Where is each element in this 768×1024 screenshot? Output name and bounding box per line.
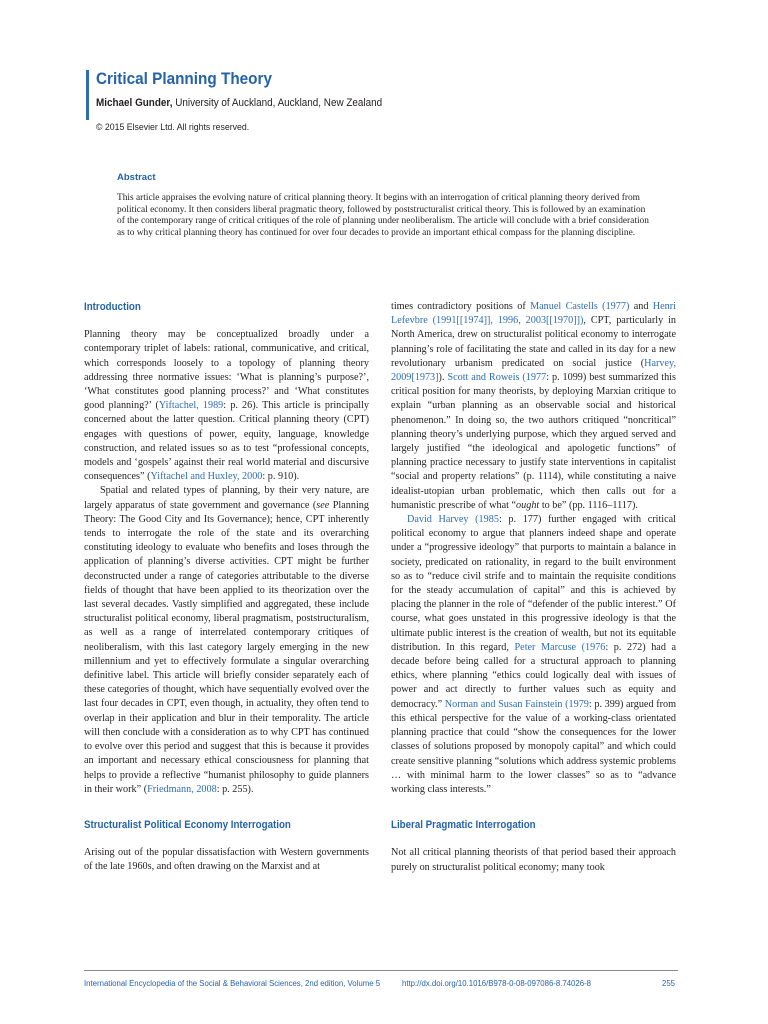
- footer-source: International Encyclopedia of the Social & Behavioral Sciences, 2nd edition, Volume 5: [84, 979, 381, 988]
- footer-doi-link[interactable]: http://dx.doi.org/10.1016/B978-0-08-097086-8.74026-8: [402, 979, 591, 988]
- section-heading-liberal-pragmatic: Liberal Pragmatic Interrogation: [391, 819, 536, 832]
- section-heading-structuralist: Structuralist Political Economy Interrogation: [84, 818, 291, 831]
- abstract-heading: Abstract: [117, 172, 156, 183]
- citation-link[interactable]: Friedmann, 2008: [147, 783, 217, 795]
- title-accent-bar: [86, 70, 89, 120]
- citation-link[interactable]: Yiftachel, 1989: [158, 400, 224, 412]
- liberal-paragraph-1: Not all critical planning theorists of that period based their approach purely on structuralist political economy; many took: [391, 847, 676, 873]
- structuralist-paragraph-1: Arising out of the popular dissatisfaction with Western governments of the late 1960s, and often drawing on the Marxist and at: [84, 847, 369, 873]
- right-column: [391, 300, 676, 875]
- section-heading-introduction: Introduction: [84, 301, 141, 313]
- citation-link[interactable]: Henri Lefevbre (1991[[1974]], 1996, 2003[[1970]]): [391, 301, 676, 327]
- author-line: [96, 97, 382, 109]
- author-name: Michael Gunder,: [96, 97, 173, 109]
- abstract-text: This article appraises the evolving nature of critical planning theory. It begins with an interrogation of critical planning theory derived from political economy. It then considers liberal pragmatic theory, followed by poststructuralist critical theory. This is followed by an examination of the contemporary range of critical critiques of the role of planning under neoliberalism. The article will conclude with a brief consideration as to why critical planning theory has continued for over four decades to provide an important ethical compass for the planning discipline.: [117, 193, 649, 238]
- citation-link[interactable]: David Harvey (1985: [407, 514, 499, 526]
- citation-link[interactable]: Norman and Susan Fainstein (1979: [444, 698, 589, 710]
- intro-paragraph-2: Spatial and related types of planning, by their very nature, are largely apparatus of state government and governance (see Planning Theory: The Good City and Its Governance); hence, CPT inherently tends to interrogate the role of the state and its overarching constituting ideology to evaluate who benefits and loses through the application of planning’s diverse activities. CPT might be further deconstructed under a range of categories attributable to the diverse fields of thought that have been applied to its theorization over the last several decades. Vastly simplified and aggregated, these include structuralist political economy, liberal pragmatism, poststructuralism, as well as a range of interrelated contemporary critiques of neoliberalism, with this last category largely emerging in the new millennium and yet to effectively formulate a singular overarching definitive label. This article will briefly consider separately each of these categories of thought, which have sequentially evolved over the last four decades in CPT, even though, in actuality, they often tend to overlap in their application and blur in their temporality. The article will then conclude with a consideration as to why CPT has continued to evolve over this period and suggest that this is because it provides an important and necessary ethical consciousness for planning that helps to provide a reflective “humanist philosophy to guide planners in their work” (Friedmann, 2008: p. 255).: [84, 485, 369, 795]
- left-column: [84, 300, 369, 875]
- citation-link[interactable]: Yiftachel and Huxley, 2000: [150, 471, 263, 483]
- intro-paragraph-1: Planning theory may be conceptualized broadly under a contemporary triplet of labels: rational, communicative, and critical, which corresponds loosely to a topology of planning theory addressing three normative issues: ‘What is planning’s purpose?’, ‘What constitutes good planning process?’ and ‘What constitutes good planning?’ (Yiftachel, 1989: p. 26). This article is principally concerned about the latter question. Critical planning theory (CPT) engages with questions of power, equity, language, knowledge construction, and related issues so as to test “professional concepts, models and ‘gospels’ against their real world material and discursive consequences” (Yiftachel and Huxley, 2000: p. 910).: [84, 329, 370, 483]
- right-paragraph-2: David Harvey (1985: p. 177) further engaged with critical political economy to argue that planners indeed shape and operate under a “progressive ideology” that purports to maintain a balance in society, predicated on rationality, in regard to the built environment so as to “reduce civil strife and to maintain the requisite conditions for the steady accumulation of capital” and this is achieved by placing the planner in the role of “defender of the public interest.” Of course, what goes unstated in this progressive ideology is that the ultimate public interest is the creation of wealth, but not its equitable distribution. In this regard, Peter Marcuse (1976: p. 272) had a decade before being called for a structural approach to planning ethics, where planning “ethics could logically deal with issues of power and act directly to further values such as equity and democracy.” Norman and Susan Fainstein (1979: p. 399) argued from this ethical perspective for the value of a working-class orientated planning practice that could “show the consequences for the lower classes of solutions proposed by monopoly capital” and which could create sensitive planning “solutions which address systemic problems … with minimal harm to the lower classes” so as to “advance working class interests.”: [391, 514, 676, 795]
- citation-link[interactable]: Scott and Roweis (1977: [447, 372, 547, 384]
- copyright-notice: © 2015 Elsevier Ltd. All rights reserved.: [96, 122, 250, 133]
- author-affiliation: University of Auckland, Auckland, New Zealand: [172, 97, 383, 109]
- citation-link[interactable]: Manuel Castells (1977): [530, 301, 630, 312]
- right-paragraph-1: times contradictory positions of Manuel Castells (1977) and Henri Lefevbre (1991[[1974]], 1996, 2003[[1970]]), CPT, particularly in North America, drew on structuralist political economy to interrogate planning’s role of facilitating the state and called in its day for a new revolutionary urbanism predicated on social justice (Harvey, 2009[1973]). Scott and Roweis (1977: p. 1099) best summarized this critical position for many theorists, by deploying Marxian critique to explain “urban planning as an observable social and historical phenomenon.” In doing so, the two authors critiqued “noncritical” planning theory’s underlying purpose, which they argued served and largely justified “the ideological and apologetic functions” of planning practice necessary to justify state interventions in capitalist “social and property relations” (p. 1114), while constituting a naive idealist-utopian urban problematic, which then calls out for a humanistic prescribe of what “ought to be” (pp. 1116–1117).: [391, 301, 676, 511]
- page-number: 255: [662, 979, 676, 988]
- citation-link[interactable]: Harvey, 2009[1973]: [391, 357, 676, 384]
- footer-rule: [84, 970, 678, 971]
- citation-link[interactable]: Peter Marcuse (1976: [514, 641, 606, 653]
- article-title: Critical Planning Theory: [96, 69, 272, 88]
